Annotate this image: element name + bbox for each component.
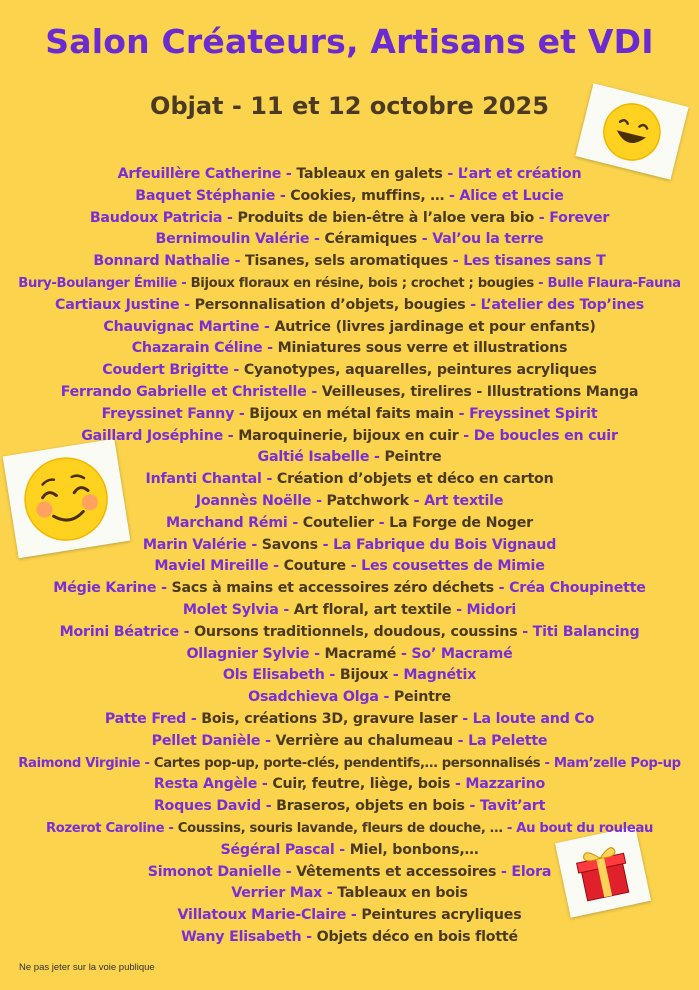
list-item: Villatoux Marie-Claire - Peintures acryliques xyxy=(177,907,522,924)
list-item: Chauvignac Martine - Autrice (livres jardinage et pour enfants) xyxy=(103,318,596,335)
list-item: Freyssinet Fanny - Bijoux en métal faits main - Freyssinet Spirit xyxy=(101,405,598,422)
exhibitor-list xyxy=(0,164,699,949)
list-item: Ollagnier Sylvie - Macramé - So’ Macramé xyxy=(186,645,513,662)
page-subtitle: Objat - 11 et 12 octobre 2025 xyxy=(150,92,549,120)
list-item: Baudoux Patricia - Produits de bien-être à l’aloe vera bio - Forever xyxy=(89,209,610,226)
list-item: Simonot Danielle - Vêtements et accessoires - Elora xyxy=(147,863,552,880)
list-item: Marin Valérie - Savons - La Fabrique du Bois Vignaud xyxy=(142,536,557,553)
list-item: Marchand Rémi - Coutelier - La Forge de Noger xyxy=(166,514,533,531)
list-item: Mégie Karine - Sacs à mains et accessoires zéro déchets - Créa Choupinette xyxy=(53,580,646,597)
list-item: Wany Elisabeth - Objets déco en bois flotté xyxy=(181,928,518,945)
list-item: Osadchieva Olga - Peintre xyxy=(248,689,451,706)
list-item: Chazarain Céline - Miniatures sous verre et illustrations xyxy=(131,340,568,357)
list-item: Verrier Max - Tableaux en bois xyxy=(231,885,468,902)
list-item: Morini Béatrice - Oursons traditionnels, doudous, coussins - Titi Balancing xyxy=(59,623,640,640)
smiley-grin-icon xyxy=(594,94,669,169)
list-item: Gaillard Joséphine - Maroquinerie, bijoux en cuir - De boucles en cuir xyxy=(81,427,618,444)
list-item: Ols Elisabeth - Bijoux - Magnétix xyxy=(222,667,477,684)
list-item: Roques David - Braseros, objets en bois - Tavit’art xyxy=(153,798,546,815)
footer-note: Ne pas jeter sur la voie publique xyxy=(19,962,155,973)
list-item: Coudert Brigitte - Cyanotypes, aquarelles, peintures acryliques xyxy=(102,362,597,379)
list-item: Rozerot Caroline - Coussins, souris lavande, fleurs de douche, … - Au bout du rouleau xyxy=(45,820,654,836)
list-item: Baquet Stéphanie - Cookies, muffins, … - Alice et Lucie xyxy=(135,187,564,204)
list-item: Bonnard Nathalie - Tisanes, sels aromatiques - Les tisanes sans T xyxy=(93,253,606,270)
list-item: Maviel Mireille - Couture - Les cousettes de Mimie xyxy=(154,558,545,575)
list-item: Galtié Isabelle - Peintre xyxy=(257,449,442,466)
list-item: Cartiaux Justine - Personnalisation d’objets, bougies - L’atelier des Top’ines xyxy=(55,296,644,313)
list-item: Patte Fred - Bois, créations 3D, gravure laser - La loute and Co xyxy=(104,710,595,727)
list-item: Raimond Virginie - Cartes pop-up, porte-clés, pendentifs,… personnalisés - Mam’zelle Pop-up xyxy=(18,755,681,771)
list-item: Molet Sylvia - Art floral, art textile - Midori xyxy=(182,601,517,618)
list-item: Bernimoulin Valérie - Céramiques - Val’ou la terre xyxy=(155,231,544,248)
list-item: Pellet Danièle - Verrière au chalumeau - La Pelette xyxy=(151,732,548,749)
list-item: Arfeuillère Catherine - Tableaux en galets - L’art et création xyxy=(117,166,582,182)
list-item: Ferrando Gabrielle et Christelle - Veilleuses, tirelires - Illustrations Manga xyxy=(60,383,639,400)
list-item: Bury-Boulanger Émilie - Bijoux floraux en résine, bois ; crochet ; bougies - Bulle Flaura-Fauna xyxy=(18,275,681,291)
list-item: Resta Angèle - Cuir, feutre, liège, bois - Mazzarino xyxy=(153,776,546,793)
page-title: Salon Créateurs, Artisans et VDI xyxy=(45,22,654,61)
list-item: Joannès Noëlle - Patchwork - Art textile xyxy=(195,492,504,509)
list-item: Ségéral Pascal - Miel, bonbons,… xyxy=(220,841,479,858)
list-item: Infanti Chantal - Création d’objets et déco en carton xyxy=(145,471,554,488)
